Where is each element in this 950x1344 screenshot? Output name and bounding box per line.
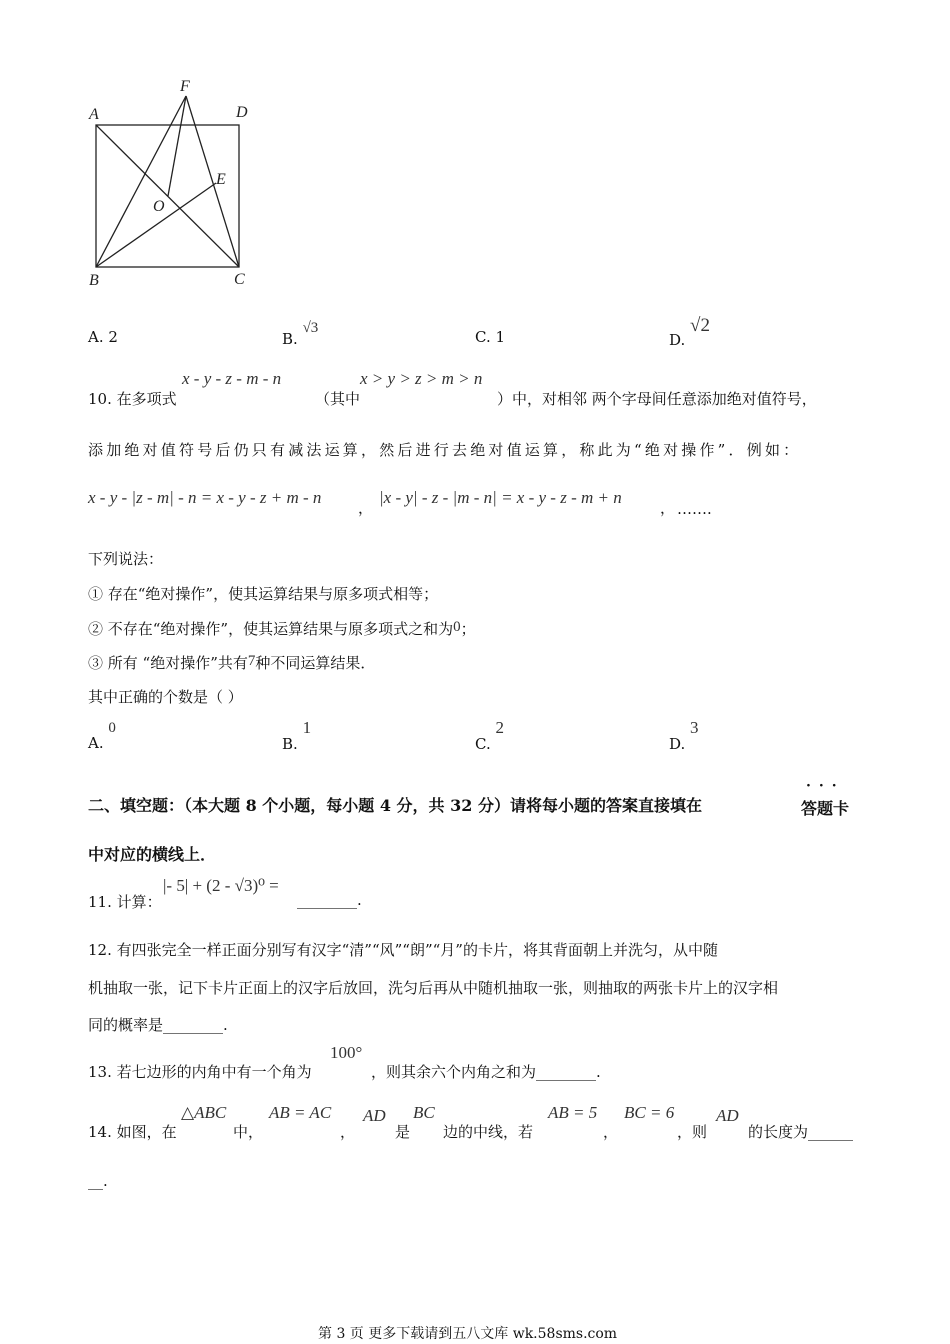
q14-ab-5: AB = 5: [548, 1103, 598, 1122]
q14-bc: BC: [413, 1103, 435, 1122]
q10-following: 下列说法：: [88, 550, 164, 568]
page-footer: 第 3 页 更多下载请到五八文库 wk.58sms.com: [318, 1326, 618, 1342]
label-a: A: [89, 106, 99, 123]
q10-sep-1: ，: [358, 499, 374, 517]
q10-example-2: |x - y| - z - |m - n| = x - y - z - m + n: [379, 488, 622, 507]
q14-answer-blank: ______: [808, 1123, 854, 1141]
q10-where-open: （其中: [315, 390, 361, 408]
segment-bf: [96, 96, 186, 267]
q12-line2: 机抽取一张，记下卡片正面上的汉字后放回，洗匀后再从中随机抽取一张，则抽取的两张卡片上的汉字相: [88, 979, 779, 997]
q10-sep-2: ，: [660, 499, 676, 517]
q14-bc-6: BC = 6: [624, 1103, 675, 1122]
q13-answer-blank: ________: [536, 1063, 597, 1081]
q10-statement-2: ② 不存在“绝对操作”，使其运算结果与原多项式之和为0；: [88, 619, 476, 638]
q9-choice-a: A. 2: [88, 328, 118, 346]
q14-comma2: ，: [603, 1123, 619, 1141]
label-f: F: [180, 78, 190, 95]
q10-ellipsis: …….: [677, 500, 712, 518]
q10-choice-d: D. 3: [669, 718, 699, 753]
q10-stem-line2: 添加绝对值符号后仍只有减法运算，然后进行去绝对值运算，称此为“绝对操作”．例如：: [88, 441, 802, 459]
section-2-emphasis: ··· 答题卡: [801, 778, 850, 818]
label-b: B: [89, 272, 99, 289]
q11-expression: |- 5| + (2 - √3)⁰ =: [163, 876, 279, 895]
q14-comma1: ，: [340, 1123, 356, 1141]
q10-rest: ）中，对相邻 两个字母间任意添加绝对值符号，: [497, 390, 817, 408]
label-o: O: [153, 198, 165, 215]
q9-choice-d: D. √2: [669, 315, 710, 349]
q12-line3: 同的概率是________.: [88, 1016, 228, 1034]
label-d: D: [236, 104, 248, 121]
q14-length: 的长度为______: [748, 1123, 854, 1141]
segment-fo: [168, 96, 186, 196]
q14-shi: 是: [395, 1123, 411, 1141]
label-c: C: [234, 271, 245, 288]
q9-choice-c: C. 1: [475, 328, 506, 346]
segment-be: [96, 183, 216, 267]
q14-blank-continued: __.: [88, 1172, 108, 1190]
q10-order: x > y > z > m > n: [360, 369, 483, 388]
q14-pre: 14. 如图，在: [88, 1123, 177, 1141]
q10-polynomial: x - y - z - m - n: [182, 369, 282, 388]
q14-median: 边的中线，若: [443, 1123, 534, 1141]
q14-ab-eq-ac: AB = AC: [269, 1103, 332, 1122]
q10-ask: 其中正确的个数是（ ）: [88, 688, 243, 706]
q10-statement-1: ① 存在“绝对操作”，使其运算结果与原多项式相等；: [88, 585, 439, 603]
q10-choice-b: B. 1: [282, 718, 312, 753]
section-2-heading-line2: 中对应的横线上．: [88, 845, 217, 864]
q10-stem-line1: 10. 在多项式: [88, 390, 177, 408]
emphasis-dots: ···: [806, 778, 845, 794]
q10-choice-a: A. 0: [88, 720, 116, 752]
q12-answer-blank: ________: [163, 1016, 224, 1034]
q13-pre: 13. 若七边形的内角中有一个角为: [88, 1063, 312, 1081]
q10-statement-3: ③ 所有 “绝对操作”共有7种不同运算结果．: [88, 653, 376, 672]
section-2-heading-line1: 二、填空题：（本大题 8 个小题，每小题 4 分，共 32 分）请将每小题的答案直接填在: [88, 796, 702, 815]
label-e: E: [216, 171, 226, 188]
q9-choice-b: B. √3: [282, 320, 319, 348]
q14-ze: ，则: [677, 1123, 708, 1141]
q11-answer-blank: ________.: [297, 891, 362, 909]
q13-post: ，则其余六个内角之和为________.: [371, 1063, 601, 1081]
q13-angle: 100°: [330, 1043, 363, 1062]
q14-ad: AD: [363, 1106, 386, 1125]
q14-ad-2: AD: [716, 1106, 739, 1125]
q11-label: 11. 计算：: [88, 893, 162, 911]
geometry-figure: [80, 72, 260, 294]
q12-line1: 12. 有四张完全一样正面分别写有汉字“清”“风”“朗”“月”的卡片，将其背面朝上并洗匀，从中随: [88, 941, 718, 959]
q14-mid: 中，: [233, 1123, 264, 1141]
q14-triangle: △ABC: [181, 1103, 227, 1122]
q10-choice-c: C. 2: [475, 718, 504, 753]
q10-example-1: x - y - |z - m| - n = x - y - z + m - n: [88, 488, 322, 507]
